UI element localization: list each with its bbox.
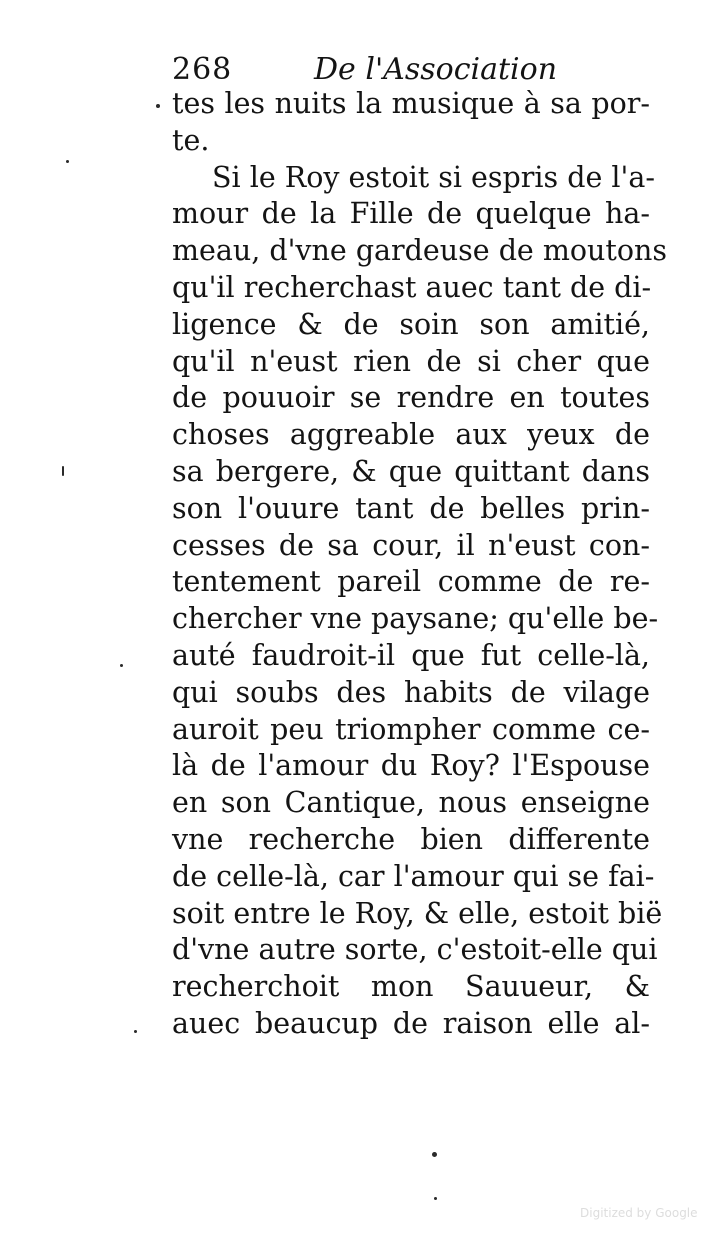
text-line: vne recherche bien differente [172,822,650,856]
ink-speck [432,1152,437,1157]
text-line: tentement pareil comme de re- [172,565,650,599]
ink-speck [156,104,160,108]
ink-speck [66,160,69,163]
text-line: mour de la Fille de quelque ha- [172,197,650,231]
page-number: 268 [172,52,233,87]
text-line: qu'il n'eust rien de si cher que [172,344,650,378]
text-line: choses aggreable aux yeux de [172,418,650,452]
text-line: tes les nuits la musique à sa por- [172,87,650,120]
text-line: auec beaucup de raison elle al- [172,1006,650,1040]
running-head: De l'Association [314,52,558,87]
watermark: Digitized by Google [580,1206,698,1220]
page-header [172,50,642,90]
text-line: de celle-là, car l'amour qui se fai- [172,859,655,893]
text-line: auté faudroit-il que fut celle-là, [172,638,650,672]
text-line: chercher vne paysane; qu'elle be- [172,602,659,636]
text-line: qu'il recherchast auec tant de di- [172,270,652,304]
body-text [172,86,667,1043]
text-line: meau, d'vne gardeuse de moutons [172,234,667,268]
text-line: d'vne autre sorte, c'estoit-elle qui [172,933,658,967]
ink-speck [120,664,123,667]
ink-speck [62,466,64,476]
text-line: auroit peu triompher comme ce- [172,712,650,746]
text-line: cesses de sa cour, il n'eust con- [172,528,650,562]
text-line: te. [172,123,210,157]
ink-speck [134,1030,137,1033]
text-line: recherchoit mon Sauueur, & [172,970,650,1004]
text-line: sa bergere, & que quittant dans [172,454,650,488]
text-line: soit entre le Roy, & elle, estoit bië [172,896,663,930]
text-line: ligence & de soin son amitié, [172,307,650,341]
text-line: de pouuoir se rendre en toutes [172,381,650,415]
text-line: qui soubs des habits de vilage [172,675,650,709]
text-line: en son Cantique, nous enseigne [172,786,650,820]
ink-speck [434,1197,437,1200]
text-line: Si le Roy estoit si espris de l'a- [212,160,655,194]
text-line: son l'ouure tant de belles prin- [172,491,650,525]
text-line: là de l'amour du Roy? l'Espouse [172,749,650,783]
